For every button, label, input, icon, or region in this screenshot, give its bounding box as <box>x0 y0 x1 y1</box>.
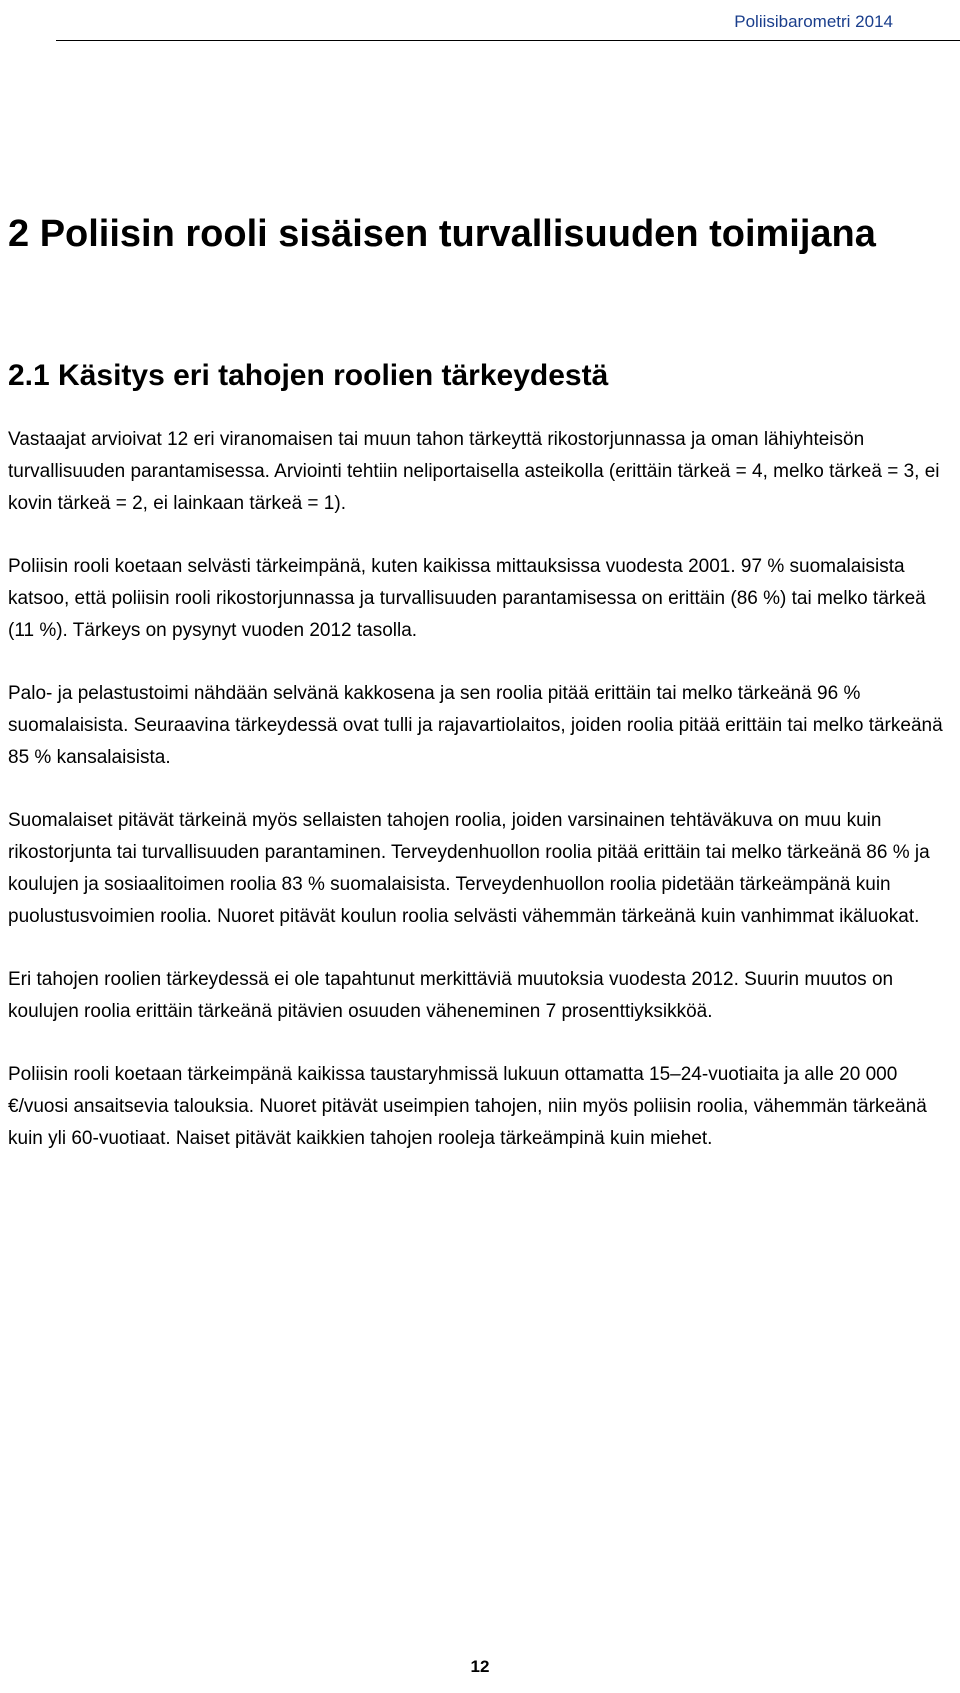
running-header: Poliisibarometri 2014 <box>734 12 893 31</box>
paragraph: Suomalaiset pitävät tärkeinä myös sellaisten tahojen roolia, joiden varsinainen tehtäväkuva on muu kuin rikostorjunta tai turvallisuuden parantaminen. Terveydenhuollon roolia pitää erittäin tai melko tärkeänä 86 % ja koulujen ja sosiaalitoimen roolia 83 % suomalaisista. Terveydenhuollon roolia pidetään tärkeämpänä kuin puolustusvoimien roolia. Nuoret pitävät koulun roolia selvästi vähemmän tärkeänä kuin vanhimmat ikäluokat. <box>8 810 930 927</box>
paragraph: Poliisin rooli koetaan selvästi tärkeimpänä, kuten kaikissa mittauksissa vuodesta 2001. 97 % suomalaisista katsoo, että poliisin rooli rikostorjunnassa ja turvallisuuden parantamisessa on erittäin (86 %) tai melko tärkeä (11 %). Tärkeys on pysynyt vuoden 2012 tasolla. <box>8 556 926 641</box>
paragraph: Palo- ja pelastustoimi nähdään selvänä kakkosena ja sen roolia pitää erittäin tai melko tärkeänä 96 % suomalaisista. Seuraavina tärkeydessä ovat tulli ja rajavartiolaitos, joiden roolia pitää erittäin tai melko tärkeänä 85 % kansalaisista. <box>8 683 943 768</box>
paragraph: Vastaajat arvioivat 12 eri viranomaisen tai muun tahon tärkeyttä rikostorjunnassa ja oman lähiyhteisön turvallisuuden parantamisessa. Arviointi tehtiin neliportaisella asteikolla (erittäin tärkeä = 4, melko tärkeä = 3, ei kovin tärkeä = 2, ei lainkaan tärkeä = 1). <box>8 429 940 514</box>
paragraph: Eri tahojen roolien tärkeydessä ei ole tapahtunut merkittäviä muutoksia vuodesta 2012. Suurin muutos on koulujen roolia erittäin tärkeänä pitävien osuuden väheneminen 7 prosenttiyksikköä. <box>8 969 894 1022</box>
paragraph: Poliisin rooli koetaan tärkeimpänä kaikissa taustaryhmissä lukuun ottamatta 15–24-vuotiaita ja alle 20 000 €/vuosi ansaitsevia talouksia. Nuoret pitävät useimpien tahojen, niin myös poliisin roolia, vähemmän tärkeänä kuin yli 60-vuotiaat. Naiset pitävät kaikkien tahojen rooleja tärkeämpinä kuin miehet. <box>8 1064 927 1149</box>
subsection-heading: 2.1 Käsitys eri tahojen roolien tärkeydestä <box>8 359 609 392</box>
body-text <box>8 424 948 1186</box>
section-heading: 2 Poliisin rooli sisäisen turvallisuuden toimijana <box>8 213 876 255</box>
header-rule <box>56 40 960 41</box>
page-number: 12 <box>470 1657 490 1676</box>
